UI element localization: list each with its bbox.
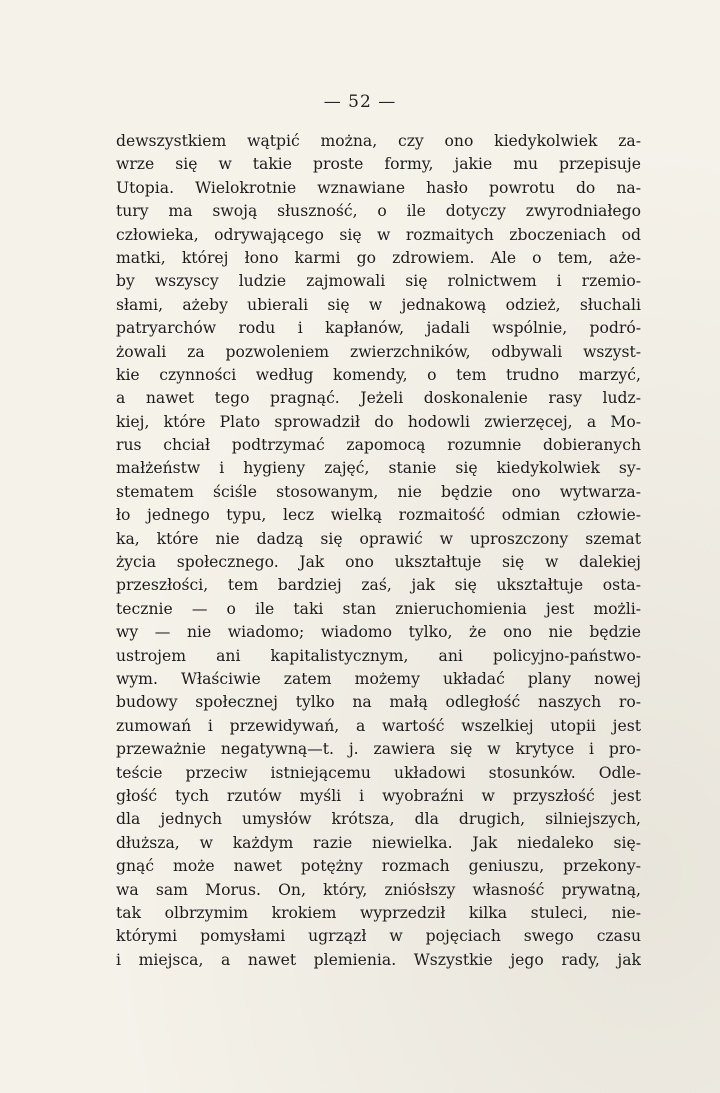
text-line: matki, której łono karmi go zdrowiem. Ale o tem, aże- bbox=[116, 248, 641, 267]
text-line: patryarchów rodu i kapłanów, jadali wspólnie, podró- bbox=[116, 319, 641, 338]
text-line: głość tych rzutów myśli i wyobraźni w przyszłość jest bbox=[116, 786, 641, 805]
text-line: kiej, które Plato sprowadził do hodowli zwierzęcej, a Mo- bbox=[116, 412, 641, 431]
text-line: człowieka, odrywającego się w rozmaitych zboczeniach od bbox=[116, 225, 641, 244]
text-line: dewszystkiem wątpić można, czy ono kiedykolwiek za- bbox=[116, 132, 641, 150]
text-line: dłuższa, w każdym razie niewielka. Jak niedaleko się- bbox=[116, 833, 641, 852]
text-line: zumowań i przewidywań, a wartość wszelkiej utopii jest bbox=[116, 716, 641, 735]
text-line: słami, ażeby ubierali się w jednakową odzież, słuchali bbox=[116, 295, 641, 314]
text-line: teście przeciw istniejącemu układowi stosunków. Odle- bbox=[116, 763, 641, 782]
page-number: — 52 — bbox=[323, 92, 397, 112]
text-line: gnąć może nawet potężny rozmach geniuszu, przekony- bbox=[116, 857, 641, 876]
text-line: stematem ściśle stosowanym, nie będzie ono wytwarza- bbox=[116, 482, 641, 501]
text-line: wrze się w takie proste formy, jakie mu przepisuje bbox=[116, 155, 641, 174]
text-line: Utopia. Wielokrotnie wznawiane hasło powrotu do na- bbox=[116, 178, 641, 197]
text-line: ustrojem ani kapitalistycznym, ani policyjno-państwo- bbox=[116, 646, 641, 665]
text-line: którymi pomysłami ugrzązł w pojęciach swego czasu bbox=[116, 927, 641, 946]
body-text bbox=[116, 130, 641, 972]
text-line: a nawet tego pragnąć. Jeżeli doskonalenie rasy ludz- bbox=[116, 389, 641, 408]
text-line: wy — nie wiadomo; wiadomo tylko, że ono nie będzie bbox=[116, 623, 641, 642]
text-line: ka, które nie dadzą się oprawić w uproszczony szemat bbox=[116, 529, 641, 548]
text-line: przeważnie negatywną—t. j. zawiera się w krytyce i pro- bbox=[116, 740, 641, 759]
text-line: budowy społecznej tylko na małą odległość naszych ro- bbox=[116, 693, 641, 712]
text-line: przeszłości, tem bardziej zaś, jak się ukształtuje osta- bbox=[116, 576, 641, 595]
text-line: małżeństw i hygieny zajęć, stanie się kiedykolwiek sy- bbox=[116, 459, 641, 478]
text-line: tak olbrzymim krokiem wyprzedził kilka stuleci, nie- bbox=[116, 903, 641, 922]
text-line: żowali za pozwoleniem zwierzchników, odbywali wszyst- bbox=[116, 342, 641, 361]
text-line: wym. Właściwie zatem możemy układać plany nowej bbox=[116, 669, 641, 688]
text-line: tecznie — o ile taki stan znieruchomienia jest możli- bbox=[116, 599, 641, 618]
text-line: by wszyscy ludzie zajmowali się rolnictwem i rzemio- bbox=[116, 272, 641, 291]
text-line: dla jednych umysłów krótsza, dla drugich, silniejszych, bbox=[116, 810, 641, 829]
text-line: ło jednego typu, lecz wielką rozmaitość odmian człowie- bbox=[116, 506, 641, 525]
text-line: życia społecznego. Jak ono ukształtuje się w dalekiej bbox=[116, 553, 641, 572]
text-line: tury ma swoją słuszność, o ile dotyczy zwyrodniałego bbox=[116, 202, 641, 221]
text-line: i miejsca, a nawet plemienia. Wszystkie jego rady, jak bbox=[116, 950, 641, 969]
text-line: wa sam Morus. On, który, zniósłszy własność prywatną, bbox=[116, 880, 641, 899]
text-line: kie czynności według komendy, o tem trudno marzyć, bbox=[116, 365, 641, 384]
text-line: rus chciał podtrzymać zapomocą rozumnie dobieranych bbox=[116, 436, 641, 455]
